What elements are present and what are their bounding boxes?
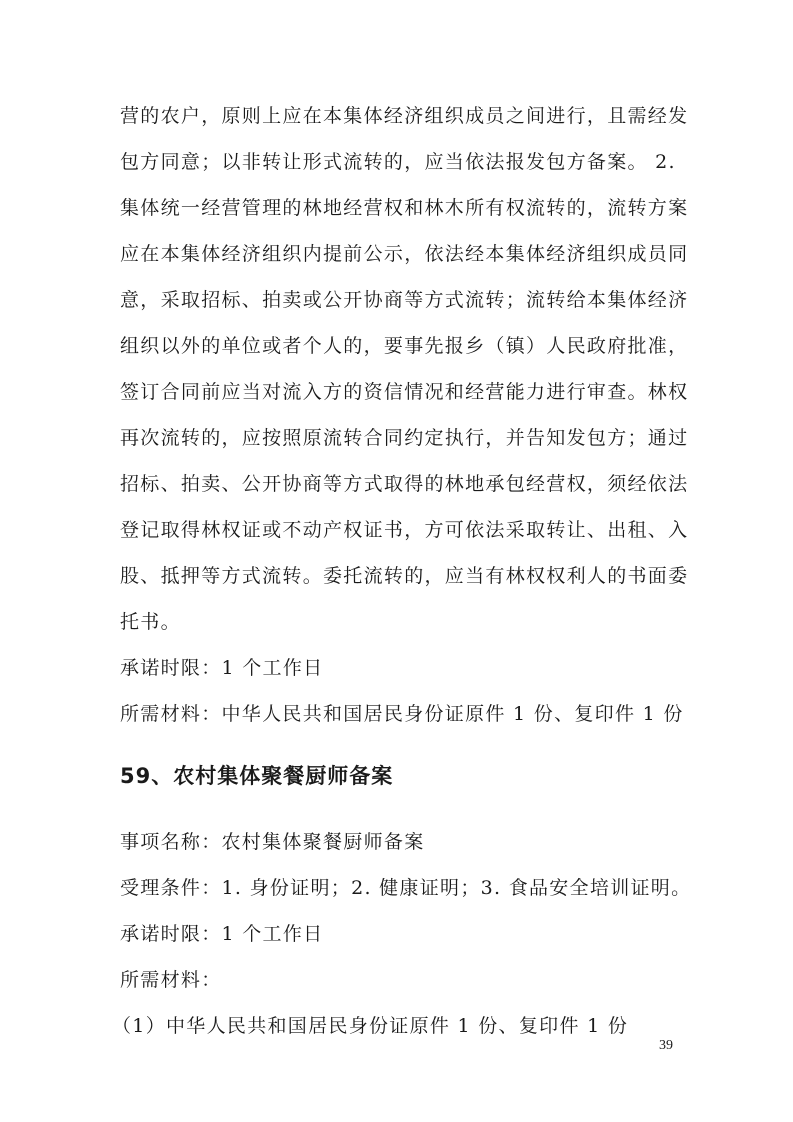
paragraph-line-6: 组织以外的单位或者个人的，要事先报乡（镇）人民政府批准， [120,335,689,357]
paragraph-line-3: 集体统一经营管理的林地经营权和林木所有权流转的，流转方案 [120,197,689,219]
paragraph-line-1: 营的农户，原则上应在本集体经济组织成员之间进行，且需经发 [120,105,689,127]
item-name: 事项名称：农村集体聚餐厨师备案 [120,831,425,853]
material-item-1: （1）中华人民共和国居民身份证原件 1 份、复印件 1 份 [112,1015,629,1037]
materials-label: 所需材料： [120,969,222,991]
acceptance-conditions: 受理条件：1. 身份证明；2. 健康证明；3. 食品安全培训证明。 [120,877,692,899]
paragraph-line-4: 应在本集体经济组织内提前公示，依法经本集体经济组织成员同 [120,243,689,265]
paragraph-line-9: 招标、拍卖、公开协商等方式取得的林地承包经营权，须经依法 [120,473,689,495]
materials-1: 所需材料：中华人民共和国居民身份证原件 1 份、复印件 1 份 [120,703,684,725]
paragraph-line-5: 意，采取招标、拍卖或公开协商等方式流转；流转给本集体经济 [120,289,689,311]
paragraph-line-12: 托书。 [120,611,181,633]
promise-time-2: 承诺时限：1 个工作日 [120,923,324,945]
paragraph-line-11: 股、抵押等方式流转。委托流转的，应当有林权权利人的书面委 [120,565,689,587]
promise-time-1: 承诺时限：1 个工作日 [120,657,324,679]
paragraph-line-7: 签订合同前应当对流入方的资信情况和经营能力进行审查。林权 [120,381,689,403]
paragraph-line-10: 登记取得林权证或不动产权证书，方可依法采取转让、出租、入 [120,519,689,541]
paragraph-line-8: 再次流转的，应按照原流转合同约定执行，并告知发包方；通过 [120,427,689,449]
page-number: 39 [659,1038,673,1053]
paragraph-line-2: 包方同意；以非转让形式流转的，应当依法报发包方备案。 2. [120,151,676,173]
section-heading: 59、农村集体聚餐厨师备案 [120,764,394,788]
